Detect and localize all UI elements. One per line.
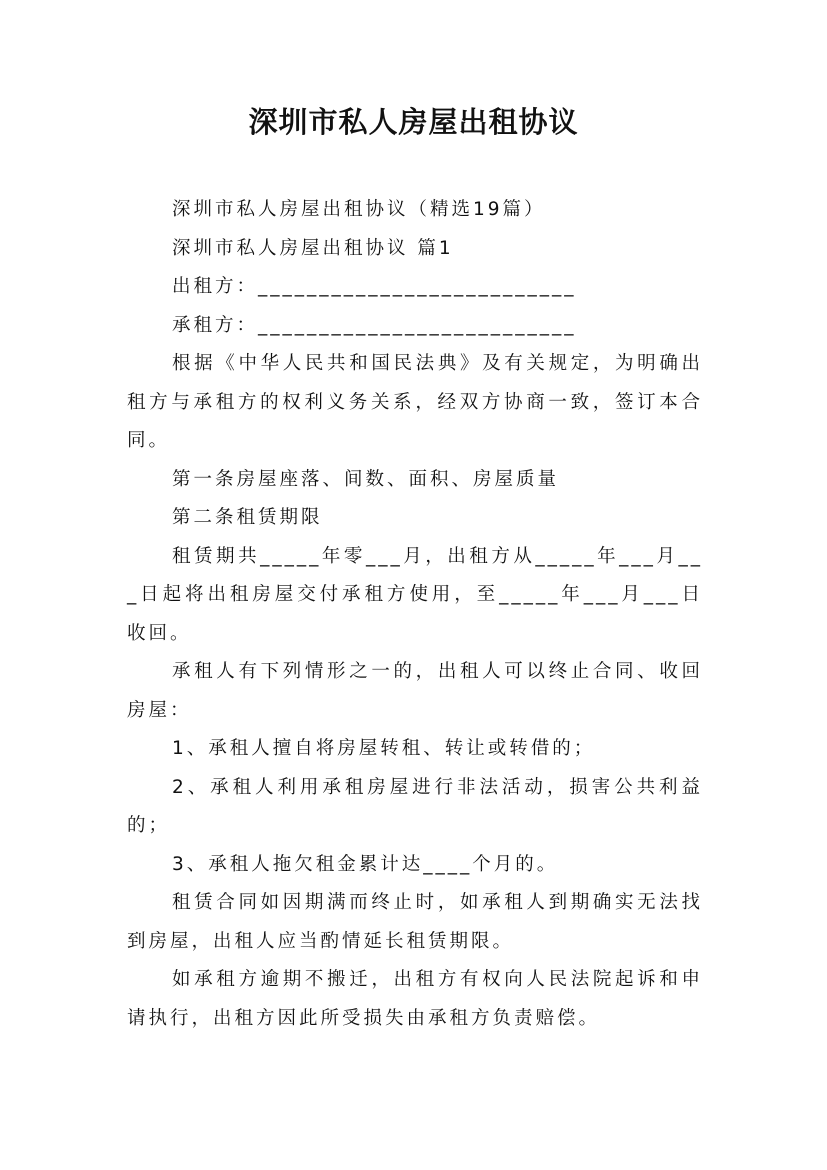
paragraph-clause-1: 1、承租人擅自将房屋转租、转让或转借的； bbox=[172, 738, 596, 759]
paragraph-lessee: 承租方：__________________________ bbox=[172, 314, 577, 336]
paragraph-overdue: 如承租方逾期不搬迁，出租方有权向人民法院起诉和申请执行，出租方因此所受损失由承租方负责赔偿。 bbox=[127, 969, 703, 1029]
paragraph-lease-term: 租赁期共_____年零___月，出租方从_____年___月___日起将出租房屋交付承租方使用，至_____年___月___日收回。 bbox=[127, 545, 703, 644]
paragraph-article-2: 第二条租赁期限 bbox=[172, 507, 323, 528]
document-title: 深圳市私人房屋出租协议 bbox=[248, 105, 579, 139]
paragraph-subtitle: 深圳市私人房屋出租协议（精选19篇） bbox=[172, 199, 546, 220]
paragraph-expiry: 租赁合同如因期满而终止时，如承租人到期确实无法找到房屋，出租人应当酌情延长租赁期限。 bbox=[127, 892, 703, 952]
paragraph-preamble: 根据《中华人民共和国民法典》及有关规定，为明确出租方与承租方的权利义务关系，经双方协商一致，签订本合同。 bbox=[127, 353, 703, 451]
paragraph-termination: 承租人有下列情形之一的，出租人可以终止合同、收回房屋： bbox=[127, 661, 703, 721]
paragraph-clause-2: 2、承租人利用承租房屋进行非法活动，损害公共利益的； bbox=[127, 776, 703, 836]
paragraph-article-1: 第一条房屋座落、间数、面积、房屋质量 bbox=[172, 468, 560, 490]
paragraph-lessor: 出租方：__________________________ bbox=[172, 276, 577, 297]
paragraph-clause-3: 3、承租人拖欠租金累计达____个月的。 bbox=[172, 853, 559, 875]
document-body bbox=[127, 191, 703, 1038]
paragraph-section-heading: 深圳市私人房屋出租协议 篇1 bbox=[172, 237, 454, 259]
